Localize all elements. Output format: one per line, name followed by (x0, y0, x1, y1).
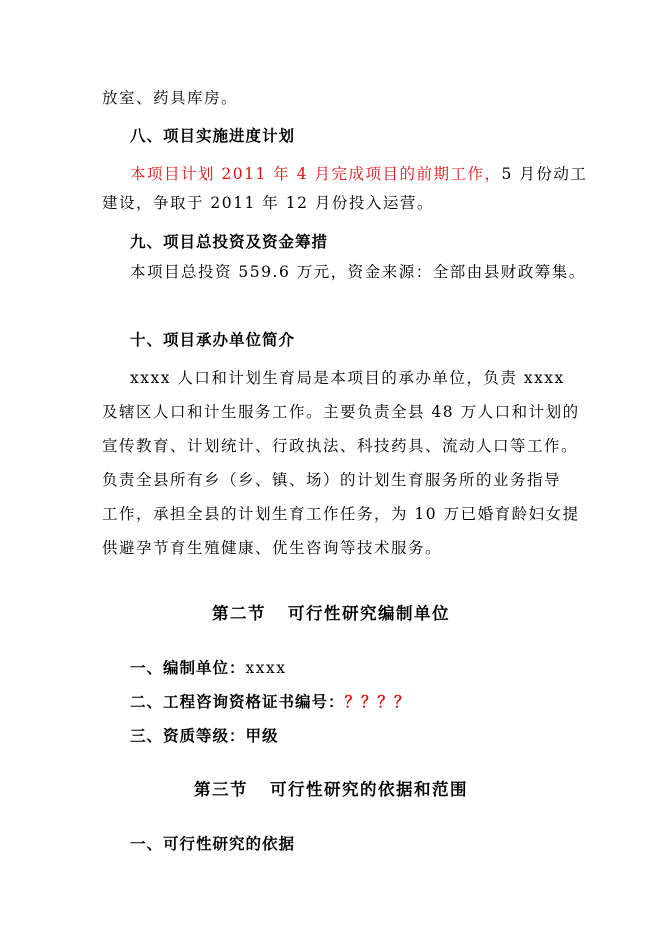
organizer-paragraph-line-4: 负责全县所有乡（乡、镇、场）的计划生育服务所的业务指导 (102, 471, 562, 489)
heading-investment: 九、项目总投资及资金筹措 (130, 233, 329, 251)
organizer-paragraph-line-6: 供避孕节育生殖健康、优生咨询等技术服务。 (102, 539, 443, 557)
heading-schedule: 八、项目实施进度计划 (130, 127, 296, 145)
schedule-paragraph-line-1 (130, 164, 587, 184)
heading-organizer: 十、项目承办单位简介 (130, 331, 296, 349)
section-2-title: 可行性研究编制单位 (288, 604, 450, 623)
paragraph-continuation: 放室、药具库房。 (102, 89, 239, 107)
organizer-paragraph-line-2: 及辖区人口和计生服务工作。主要负责全县 48 万人口和计划的 (102, 403, 580, 421)
section-2-heading (0, 604, 662, 624)
item-label: 一、编制单位： (130, 659, 246, 677)
schedule-highlight-text: 本项目计划 2011 年 4 月完成项目的前期工作， (130, 165, 502, 183)
section-2-item-3 (130, 726, 279, 746)
organizer-paragraph-line-5: 工作，承担全县的计划生育工作任务，为 10 万已婚育龄妇女提 (102, 505, 580, 523)
organizer-paragraph-line-3: 宣传教育、计划统计、行政执法、科技药具、流动人口等工作。 (102, 437, 579, 455)
section-3-title: 可行性研究的依据和范围 (270, 780, 468, 799)
section-3-number: 第三节 (194, 780, 248, 799)
section-3-heading (0, 780, 662, 800)
section-2-item-2 (130, 692, 411, 712)
item-value: 甲级 (245, 727, 279, 745)
organizer-paragraph-line-1: xxxx 人口和计划生育局是本项目的承办单位，负责 xxxx (130, 369, 565, 387)
item-label: 二、工程咨询资格证书编号： (130, 693, 345, 711)
section-3-item-1: 一、可行性研究的依据 (130, 835, 296, 853)
schedule-text: 5 月份动工 (501, 165, 588, 183)
item-value-placeholder: ？？？？ (344, 693, 411, 711)
schedule-paragraph-line-2: 建设，争取于 2011 年 12 月份投入运营。 (102, 194, 434, 212)
item-label: 三、资质等级： (130, 727, 246, 745)
investment-paragraph: 本项目总投资 559.6 万元，资金来源：全部由县财政筹集。 (130, 263, 586, 281)
section-2-item-1 (130, 658, 286, 678)
section-2-number: 第二节 (212, 604, 266, 623)
item-value: xxxx (245, 659, 287, 677)
